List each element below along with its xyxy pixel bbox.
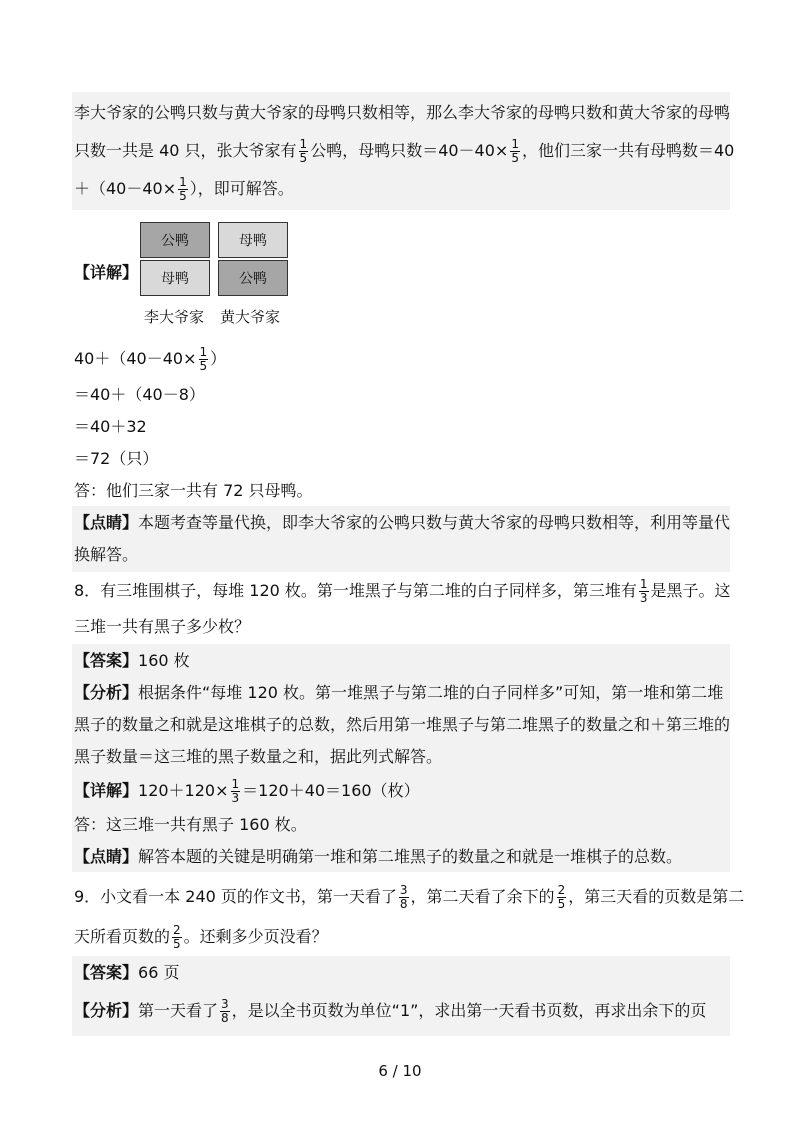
- calc-line-4: ＝72（只）: [74, 449, 159, 468]
- fraction-two-fifths: $\frac{2}{5}$: [173, 923, 181, 951]
- calc-line-1: 40＋（40－40× $\frac{1}{5}$ ）: [74, 345, 227, 373]
- li-caption: 李大爷家: [144, 308, 205, 326]
- answer-9: 【答案】66 页: [74, 963, 180, 982]
- fraction-one-third: $\frac{1}{3}$: [639, 577, 648, 605]
- analysis-9: 【分析】第一天看了 $\frac{3}{8}$ ，是以全书页数为单位“1”，求出第一天看书页数，再求出余下的页: [74, 997, 707, 1025]
- fraction-two-fifths: $\frac{2}{5}$: [557, 883, 566, 911]
- point-7-line-2: 换解答。: [74, 545, 139, 564]
- fraction-three-eighths: $\frac{3}{8}$: [221, 997, 229, 1025]
- analysis-8-line-2: 黑子的数量之和就是这堆棋子的总数，然后用第一堆黑子与第二堆黑子的数量之和＋第三堆的: [74, 715, 731, 734]
- answer-7: 答：他们三家一共有 72 只母鸭。: [74, 481, 313, 500]
- fraction-one-fifth: $\frac{1}{5}$: [511, 137, 519, 165]
- li-male-duck-box: 公鸭: [140, 222, 210, 258]
- detail-label-7: 【详解】: [74, 263, 139, 282]
- fraction-one-third: $\frac{1}{3}$: [231, 777, 240, 805]
- analysis-8-line-1: 【分析】根据条件“每堆 120 枚。第一堆黑子与第二堆的白子同样多”可知，第一堆和第二堆: [74, 683, 724, 702]
- page-number: 6 / 10: [378, 1062, 422, 1080]
- answer-text-8: 答：这三堆一共有黑子 160 枚。: [74, 815, 307, 834]
- fraction-one-fifth: $\frac{1}{5}$: [199, 345, 208, 373]
- fraction-one-fifth: $\frac{1}{5}$: [299, 137, 308, 165]
- analysis-8-line-3: 黑子数量＝这三堆的黑子数量之和，据此列式解答。: [74, 747, 443, 766]
- duck-comparison-figure: [138, 218, 298, 330]
- answer-8: 【答案】160 枚: [74, 651, 190, 670]
- question-9-line-1: 9．小文看一本 240 页的作文书，第一天看了 $\frac{3}{8}$ ，第二天看了余下的 $\frac{2}{5}$ ，第三天看的页数是第二: [74, 883, 745, 911]
- calc-line-2: ＝40＋（40－8）: [74, 385, 205, 404]
- huang-caption: 黄大爷家: [220, 308, 281, 326]
- analysis-7-line-2: 只数一共是 40 只，张大爷家有 $\frac{1}{5}$ 公鸭，母鸭只数＝40－40× $\frac{1}{5}$ ，他们三家一共有母鸭数＝40: [74, 137, 735, 165]
- fraction-three-eighths: $\frac{3}{8}$: [399, 883, 408, 911]
- analysis-7-line-3: ＋（40－40× $\frac{1}{5}$ ），即可解答。: [74, 175, 294, 203]
- question-8-line-1: 8．有三堆围棋子，每堆 120 枚。第一堆黑子与第二堆的白子同样多，第三堆有 $\frac{1}{3}$ 是黑子。这: [74, 577, 731, 605]
- huang-female-duck-box: 母鸭: [218, 222, 288, 258]
- point-7-line-1: 【点睛】本题考查等量代换，即李大爷家的公鸭只数与黄大爷家的母鸭只数相等，利用等量代: [74, 513, 731, 532]
- fraction-one-fifth: $\frac{1}{5}$: [179, 175, 187, 203]
- huang-male-duck-box: 公鸭: [218, 260, 288, 296]
- point-8: 【点睛】解答本题的关键是明确第一堆和第二堆黑子的数量之和就是一堆棋子的总数。: [74, 847, 683, 866]
- li-female-duck-box: 母鸭: [140, 260, 210, 296]
- calc-line-3: ＝40＋32: [74, 417, 147, 436]
- question-9-line-2: 天所看页数的 $\frac{2}{5}$ 。还剩多少页没看？: [74, 923, 328, 951]
- question-8-line-2: 三堆一共有黑子多少枚？: [74, 617, 251, 636]
- analysis-7-line-1: 李大爷家的公鸭只数与黄大爷家的母鸭只数相等，那么李大爷家的母鸭只数和黄大爷家的母鸭: [74, 103, 731, 122]
- detail-8: 【详解】120＋120× $\frac{1}{3}$ ＝120＋40＝160（枚）: [74, 777, 420, 805]
